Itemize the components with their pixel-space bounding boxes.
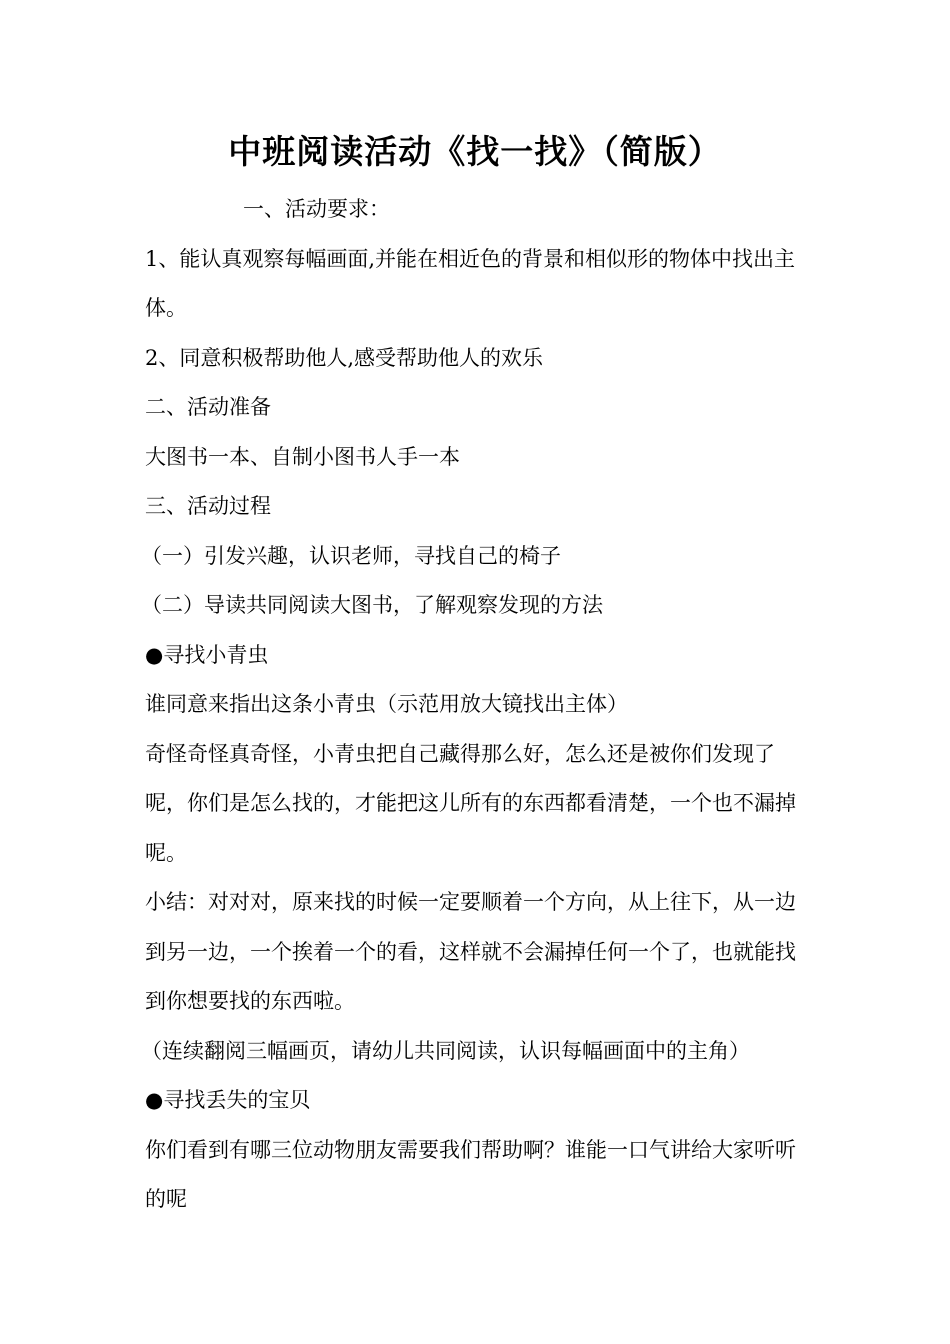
bullet-find-caterpillar: ●寻找小青虫 (145, 642, 269, 667)
document-title: 中班阅读活动《找一找》（简版） (228, 132, 722, 171)
section-heading-requirements: 一、活动要求： (243, 197, 390, 221)
paragraph-summary: 小结：对对对，原来找的时候一定要顺着一个方向，从上往下，从一边到另一边，一个挨着一个的看，这样就不会漏掉任何一个了，也就能找到你想要找的东西啦。 (145, 890, 796, 1013)
paragraph-continuous-reading: （连续翻阅三幅画页，请幼儿共同阅读，认识每幅画面中的主角） (141, 1038, 750, 1063)
section-heading-process: 三、活动过程 (145, 494, 271, 518)
paragraph-who-points: 谁同意来指出这条小青虫（示范用放大镜找出主体） (145, 692, 628, 716)
process-step-2: （二）导读共同阅读大图书，了解观察发现的方法 (141, 593, 603, 617)
process-step-1: （一）引发兴趣，认识老师，寻找自己的椅子 (141, 543, 561, 568)
paragraph-strange: 奇怪奇怪真奇怪，小青虫把自己藏得那么好，怎么还是被你们发现了呢，你们是怎么找的，才能把这儿所有的东西都看清楚，一个也不漏掉呢。 (145, 741, 796, 865)
document-body (141, 185, 810, 1225)
bullet-find-lost-treasure: ●寻找丢失的宝贝 (145, 1088, 311, 1112)
section-heading-preparation: 二、活动准备 (145, 395, 271, 419)
preparation-text: 大图书一本、自制小图书人手一本 (145, 444, 460, 469)
requirement-item-2: 2、同意积极帮助他人,感受帮助他人的欢乐 (145, 345, 544, 370)
requirement-item-1: 1、能认真观察每幅画面,并能在相近色的背景和相似形的物体中找出主体。 (145, 246, 796, 320)
paragraph-three-animals: 你们看到有哪三位动物朋友需要我们帮助啊？谁能一口气讲给大家听听的呢 (145, 1137, 796, 1211)
